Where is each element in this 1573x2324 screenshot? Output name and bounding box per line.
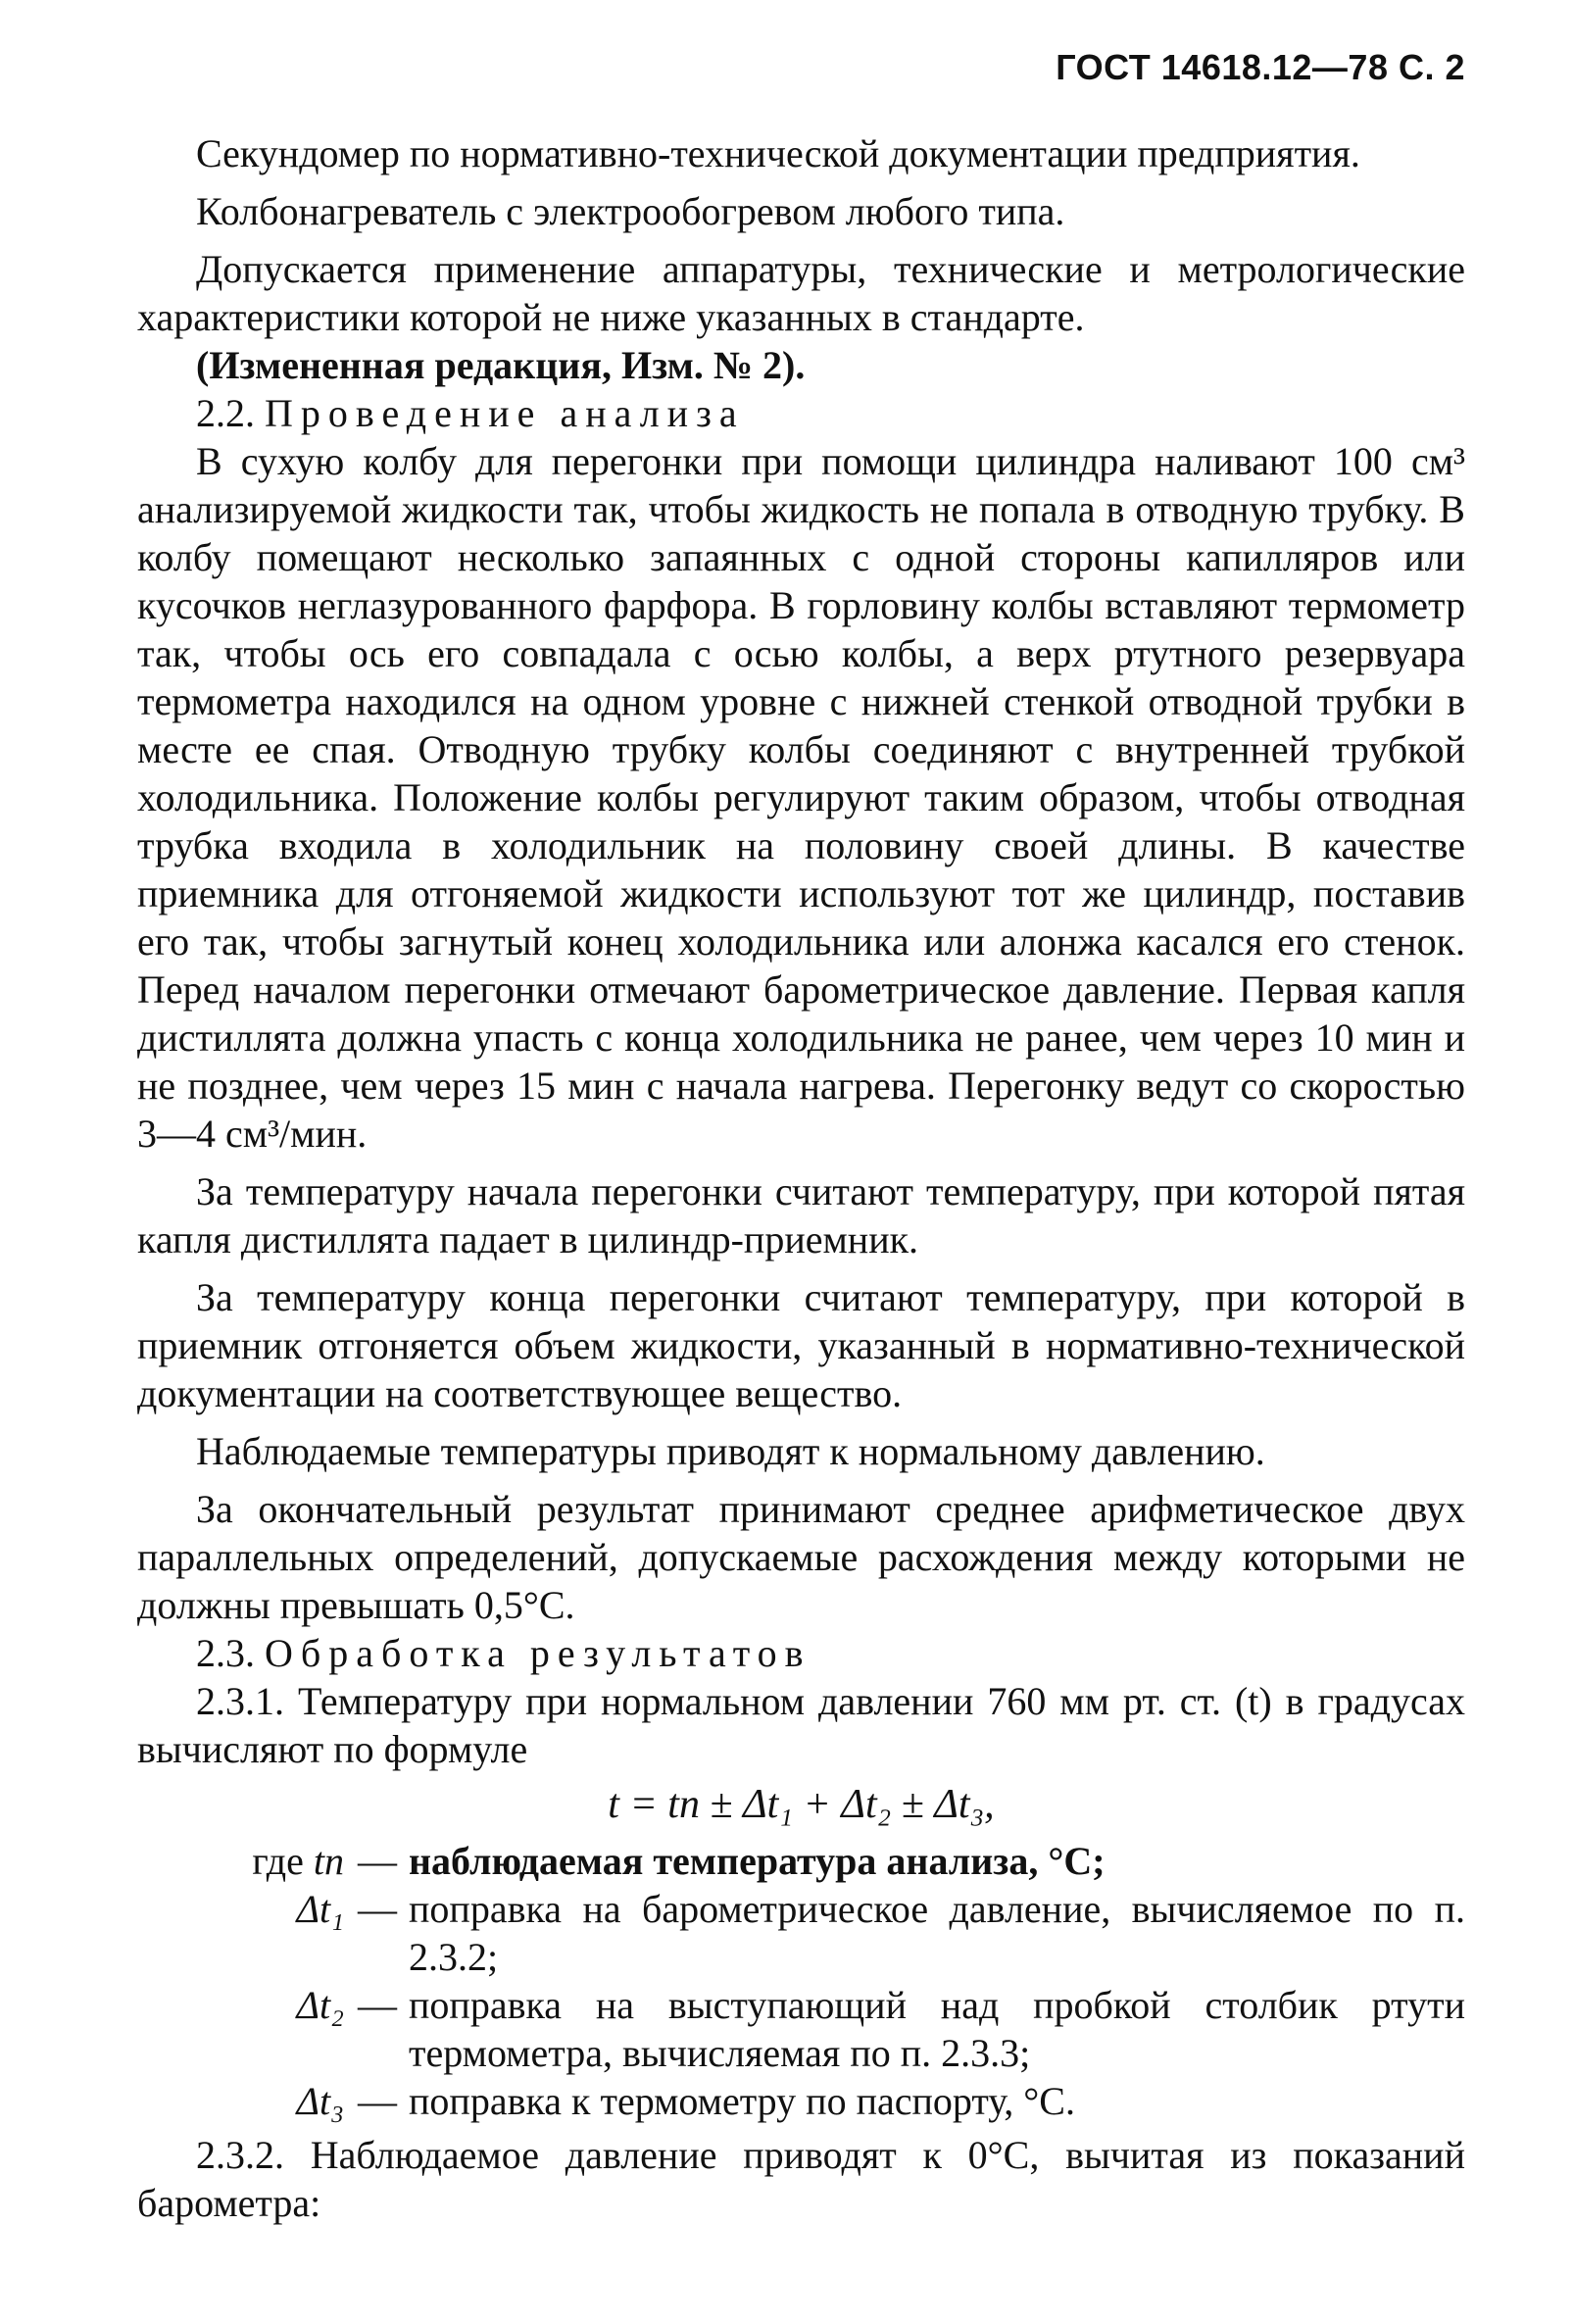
section-number: 2.2.	[196, 391, 255, 435]
paragraph-2-3-1: 2.3.1. Температуру при нормальном давлении 760 мм рт. ст. (t) в градусах вычисляют по формуле	[137, 1679, 1465, 1771]
paragraph-heater: Колбонагреватель с электрообогревом любого типа.	[196, 189, 1065, 233]
document-body	[137, 129, 1465, 2227]
definition-dash: —	[358, 1983, 397, 2027]
paragraph-equipment: Допускается применение аппаратуры, технические и метрологические характеристики которой не ниже указанных в стандарте.	[137, 247, 1465, 339]
definition-text: поправка к термометру по паспорту, °С.	[409, 2079, 1075, 2123]
section-heading-2-2	[137, 389, 1465, 437]
section-heading-2-3	[137, 1629, 1465, 1677]
definition-symbol: Δt₂	[296, 1983, 344, 2027]
definition-symbol: Δt₁	[296, 1887, 344, 1931]
definition-symbol: tп	[313, 1839, 344, 1883]
section-number: 2.3.	[196, 1631, 255, 1675]
definition-row	[137, 2077, 1465, 2125]
paragraph-start-temp: За температуру начала перегонки считают температуру, при которой пятая капля дистиллята падает в цилиндр-приемник.	[137, 1169, 1465, 1261]
definition-text: поправка на выступающий над пробкой столбик ртути термометра, вычисляемая по п. 2.3.3;	[409, 1983, 1465, 2075]
definition-dash: —	[358, 2079, 397, 2123]
paragraph-2-3-2: 2.3.2. Наблюдаемое давление приводят к 0°С, вычитая из показаний барометра:	[137, 2133, 1465, 2225]
paragraph-end-temp: За температуру конца перегонки считают температуру, при которой в приемник отгоняется объем жидкости, указанный в нормативно-технической документации на соответствующее вещество.	[137, 1275, 1465, 1415]
amendment-note: (Измененная редакция, Изм. № 2).	[196, 343, 806, 387]
definition-text: наблюдаемая температура анализа, °С;	[409, 1839, 1106, 1883]
definition-prefix: где	[252, 1839, 314, 1883]
section-title: Обработка результатов	[265, 1631, 811, 1675]
definition-text: поправка на барометрическое давление, вычисляемое по п. 2.3.2;	[409, 1887, 1465, 1979]
definition-row	[137, 1981, 1465, 2077]
definition-row	[137, 1885, 1465, 1981]
paragraph-stopwatch: Секундомер по нормативно-технической документации предприятия.	[196, 131, 1360, 175]
formula-definitions	[137, 1837, 1465, 2125]
definition-row	[137, 1837, 1465, 1885]
paragraph-normal-pressure: Наблюдаемые температуры приводят к нормальному давлению.	[196, 1429, 1265, 1473]
definition-dash: —	[358, 1887, 397, 1931]
section-title: Проведение анализа	[265, 391, 745, 435]
paragraph-final-result: За окончательный результат принимают среднее арифметическое двух параллельных определений, допускаемые расхождения между которыми не должны превышать 0,5°С.	[137, 1487, 1465, 1627]
temperature-formula: t = tп ± Δt₁ + Δt₂ ± Δt₃,	[608, 1782, 995, 1827]
definition-symbol: Δt₃	[296, 2079, 344, 2123]
paragraph-procedure: В сухую колбу для перегонки при помощи цилиндра наливают 100 см³ анализируемой жидкости так, чтобы жидкость не попала в отводную трубку. В колбу помещают несколько запаянных с одной стороны капилляров или кусочков неглазурованного фарфора. В горловину колбы вставляют термометр так, чтобы ось его совпадала с осью колбы, а верх ртутного резервуара термометра находился на одном уровне с нижней стенкой отводной трубки в месте ее спая. Отводную трубку колбы соединяют с внутренней трубкой холодильника. Положение колбы регулируют таким образом, чтобы отводная трубка входила в холодильник на половину своей длины. В качестве приемника для отгоняемой жидкости используют тот же цилиндр, поставив его так, чтобы загнутый конец холодильника или алонжа касался его стенок. Перед началом перегонки отмечают барометрическое давление. Первая капля дистиллята должна упасть с конца холодильника не ранее, чем через 10 мин и не позднее, чем через 15 мин с начала нагрева. Перегонку ведут со скоростью 3—4 см³/мин.	[137, 439, 1465, 1156]
definition-dash: —	[358, 1839, 397, 1883]
page-header: ГОСТ 14618.12—78 С. 2	[1056, 47, 1465, 87]
